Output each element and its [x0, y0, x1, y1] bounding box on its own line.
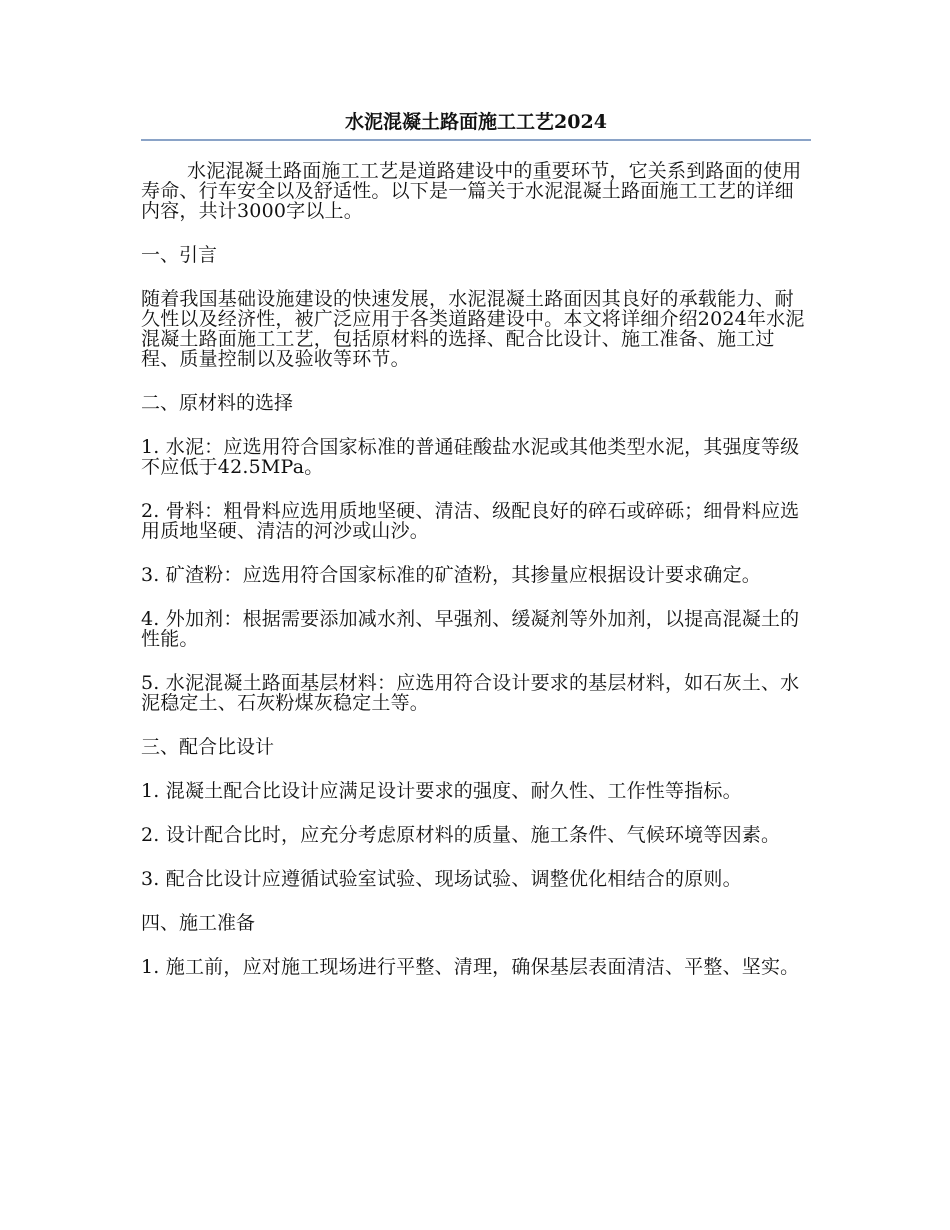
section-heading-mix-design: 三、配合比设计	[141, 736, 275, 758]
section-paragraph: 随着我国基础设施建设的快速发展，水泥混凝土路面因其良好的承载能力、耐久性以及经济性，被广泛应用于各类道路建设中。本文将详细介绍2024年水泥混凝土路面施工工艺，包括原材料的选择、配合比设计、施工准备、施工过程、质量控制以及验收等环节。	[141, 288, 805, 370]
list-item-site-preparation: 1. 施工前，应对施工现场进行平整、清理，确保基层表面清洁、平整、坚实。	[141, 956, 800, 978]
list-item-admixture: 4. 外加剂：根据需要添加减水剂、早强剂、缓凝剂等外加剂，以提高混凝土的性能。	[141, 608, 800, 650]
document-page	[141, 108, 811, 1001]
list-item-cement: 1. 水泥：应选用符合国家标准的普通硅酸盐水泥或其他类型水泥，其强度等级不应低于42.5MPa。	[141, 436, 800, 478]
title-underline	[141, 139, 811, 141]
list-item-mix-factors: 2. 设计配合比时，应充分考虑原材料的质量、施工条件、气候环境等因素。	[141, 824, 781, 846]
list-item-aggregate: 2. 骨料：粗骨料应选用质地坚硬、清洁、级配良好的碎石或碎砾；细骨料应选用质地坚硬、清洁的河沙或山沙。	[141, 500, 800, 542]
list-item-base-material: 5. 水泥混凝土路面基层材料：应选用符合设计要求的基层材料，如石灰土、水泥稳定土、石灰粉煤灰稳定土等。	[141, 672, 800, 714]
section-heading-intro: 一、引言	[141, 244, 218, 266]
document-title: 水泥混凝土路面施工工艺2024	[345, 111, 607, 133]
section-heading-materials: 二、原材料的选择	[141, 392, 294, 414]
intro-paragraph: 水泥混凝土路面施工工艺是道路建设中的重要环节，它关系到路面的使用寿命、行车安全以及舒适性。以下是一篇关于水泥混凝土路面施工工艺的详细内容，共计3000字以上。	[141, 160, 802, 222]
list-item-mix-principle: 3. 配合比设计应遵循试验室试验、现场试验、调整优化相结合的原则。	[141, 868, 742, 890]
section-heading-preparation: 四、施工准备	[141, 912, 256, 934]
list-item-slag-powder: 3. 矿渣粉：应选用符合国家标准的矿渣粉，其掺量应根据设计要求确定。	[141, 564, 761, 586]
list-item-mix-requirement: 1. 混凝土配合比设计应满足设计要求的强度、耐久性、工作性等指标。	[141, 780, 742, 802]
